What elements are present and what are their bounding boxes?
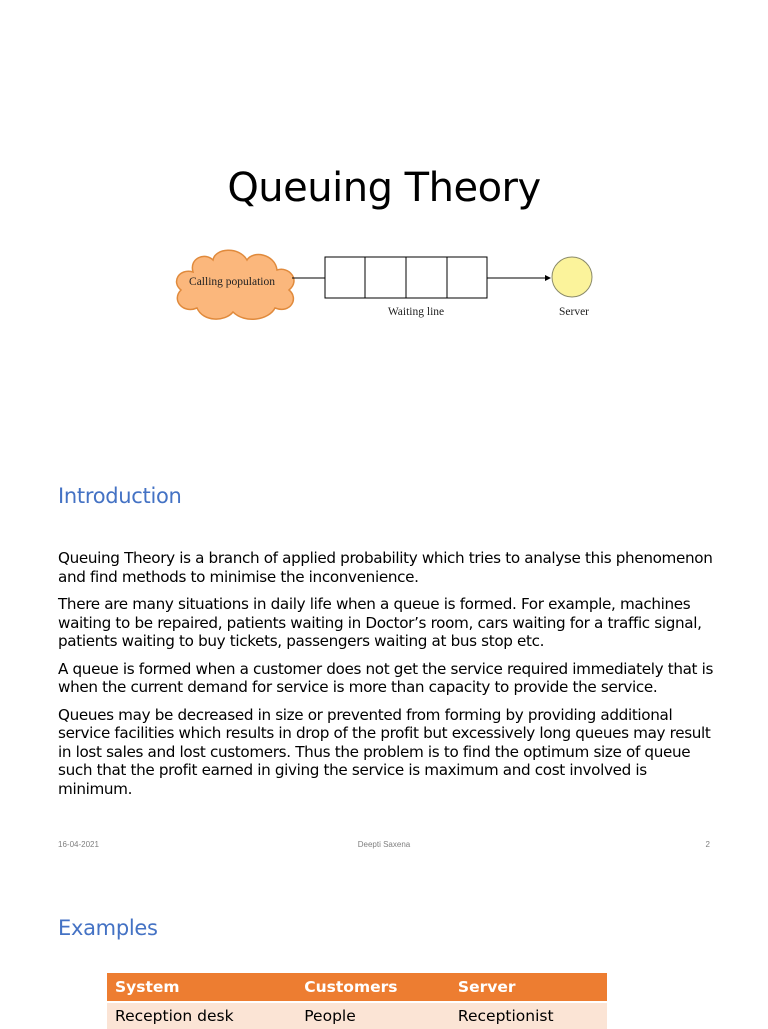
server-label: Server	[558, 306, 590, 318]
examples-table	[107, 973, 607, 1029]
footer-date: 16-04-2021	[58, 840, 99, 849]
examples-heading: Examples	[58, 916, 158, 940]
paragraph: There are many situations in daily life when a queue is formed. For example, machines waiting to be repaired, patients waiting in Doctor’s room, cars waiting for a traffic signal, patients waiting to buy tickets, passengers waiting at bus stop etc.	[58, 595, 702, 650]
table-header-row	[107, 973, 607, 1002]
slide-examples	[0, 860, 768, 1024]
introduction-heading: Introduction	[58, 484, 182, 508]
cell-server: Receptionist	[450, 1002, 607, 1029]
server-circle	[552, 257, 592, 297]
paragraph: Queuing Theory is a branch of applied probability which tries to analyse this phenomenon and find methods to minimise the inconvenience.	[58, 549, 713, 586]
slide-introduction	[0, 430, 768, 860]
cell-system: Reception desk	[107, 1002, 296, 1029]
header-system: System	[107, 973, 296, 1002]
footer-author: Deepti Saxena	[357, 840, 411, 849]
slide-title-text: Queuing Theory	[227, 165, 541, 211]
calling-population-label: Calling population	[189, 276, 275, 288]
footer-page-number: 2	[705, 840, 710, 849]
introduction-body	[58, 549, 718, 807]
calling-population-cloud	[177, 250, 294, 319]
queue-diagram	[165, 230, 605, 325]
paragraph: Queues may be decreased in size or prevented from forming by providing additional service facilities which results in drop of the profit but excessively long queues may result in lost sales and lost customers. Thus the problem is to find the optimum size of queue such that the profit earned in giving the service is maximum and cost involved is minimum.	[58, 705, 711, 798]
table-row	[107, 1002, 607, 1029]
waiting-line-boxes	[325, 257, 487, 298]
cell-customers: People	[296, 1002, 450, 1029]
arrow-to-server	[487, 275, 551, 281]
slide-title	[0, 0, 768, 430]
header-server: Server	[450, 973, 607, 1002]
header-customers: Customers	[296, 973, 450, 1002]
waiting-line-label: Waiting line	[387, 306, 445, 318]
paragraph: A queue is formed when a customer does not get the service required immediately that is when the current demand for service is more than capacity to provide the service.	[58, 659, 714, 696]
